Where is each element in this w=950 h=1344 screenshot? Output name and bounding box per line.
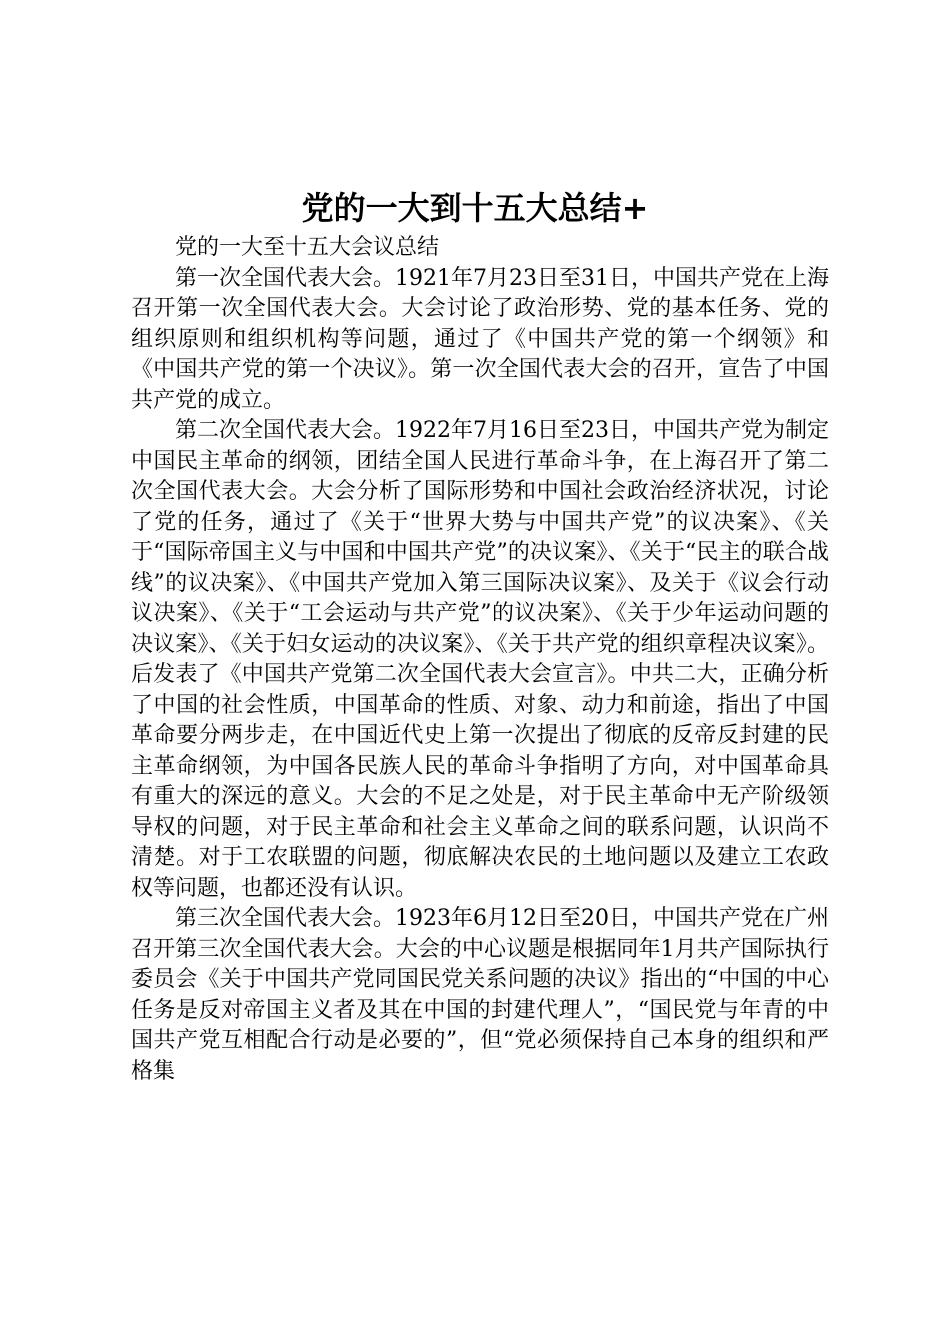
document-body bbox=[131, 233, 829, 1087]
paragraph: 第一次全国代表大会。1921年7月23日至31日，中国共产党在上海召开第一次全国代表大会。大会讨论了政治形势、党的基本任务、党的组织原则和组织机构等问题，通过了《中国共产党的第一个纲领》和《中国共产党的第一个决议》。第一次全国代表大会的召开，宣告了中国共产党的成立。 bbox=[131, 265, 829, 413]
paragraph: 第三次全国代表大会。1923年6月12日至20日，中国共产党在广州召开第三次全国代表大会。大会的中心议题是根据同年1月共产国际执行委员会《关于中国共产党同国民党关系问题的决议》指出的“中国的中心任务是反对帝国主义者及其在中国的封建代理人”，“国民党与年青的中国共产党互相配合行动是必要的”，但“党必须保持自己本身的组织和严格集 bbox=[131, 906, 829, 1084]
document-subtitle: 党的一大至十五大会议总结 bbox=[175, 235, 440, 260]
document-title: 党的一大到十五大总结+ bbox=[301, 189, 649, 227]
paragraph: 第二次全国代表大会。1922年7月16日至23日，中国共产党为制定中国民主革命的纲领，团结全国人民进行革命斗争，在上海召开了第二次全国代表大会。大会分析了国际形势和中国社会政治经济状况，讨论了党的任务，通过了《关于“世界大势与中国共产党”的议决案》、《关于“国际帝国主义与中国和中国共产党”的决议案》、《关于“民主的联合战线”的议决案》、《中国共产党加入第三国际决议案》、及关于《议会行动议决案》、《关于“工会运动与共产党”的议决案》、《关于少年运动问题的决议案》、《关于妇女运动的决议案》、《关于共产党的组织章程决议案》。后发表了《中国共产党第二次全国代表大会宣言》。中共二大，正确分析了中国的社会性质，中国革命的性质、对象、动力和前途，指出了中国革命要分两步走，在中国近代史上第一次提出了彻底的反帝反封建的民主革命纲领，为中国各民族人民的革命斗争指明了方向，对中国革命具有重大的深远的意义。大会的不足之处是，对于民主革命中无产阶级领导权的问题，对于民主革命和社会主义革命之间的联系问题，认识尚不清楚。对于工农联盟的问题，彻底解决农民的土地问题以及建立工农政权等问题，也都还没有认识。 bbox=[131, 418, 829, 901]
